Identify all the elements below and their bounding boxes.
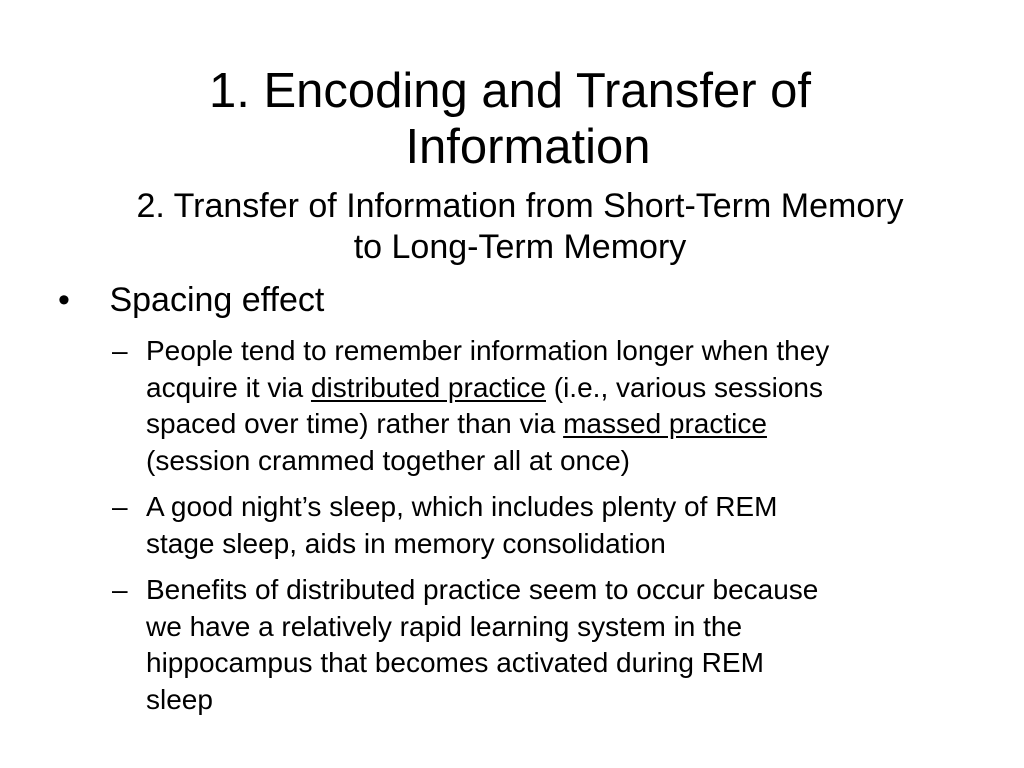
subitem-text: spaced over time) rather than via — [146, 408, 564, 439]
subitem-line — [146, 406, 1002, 443]
slide-subtitle — [40, 186, 1000, 268]
slide-subtitle-line-2: to Long-Term Memory — [353, 228, 687, 266]
massed-practice-term: massed practice — [563, 408, 767, 439]
subitem-line: we have a relatively rapid learning system in the — [146, 610, 743, 642]
subitem-line: hippocampus that becomes activated during REM — [146, 647, 764, 678]
distributed-practice-term: distributed practice — [310, 371, 546, 403]
slide-subtitle-line-1: 2. Transfer of Information from Short-Term Memory — [136, 187, 904, 225]
list-item — [112, 572, 1002, 718]
dash-marker: – — [112, 574, 128, 605]
subitem-line: People tend to remember information longer when they — [146, 335, 830, 366]
subitem-line — [146, 370, 1002, 407]
list-item — [112, 333, 1002, 479]
subitem-line: (session crammed together all at once) — [146, 444, 630, 476]
dash-marker: – — [112, 335, 128, 366]
bullet-marker: • — [58, 281, 70, 319]
bullet-text: Spacing effect — [109, 281, 325, 319]
dash-marker: – — [112, 491, 128, 522]
main-bullet — [58, 280, 324, 320]
subitem-text: acquire it via — [146, 371, 311, 403]
slide-title-line-2: Information — [405, 119, 651, 174]
slide-title-line-1: 1. Encoding and Transfer of — [209, 63, 811, 118]
subitem-list — [112, 333, 1002, 728]
list-item — [112, 489, 1002, 562]
subitem-line: A good night’s sleep, which includes plenty of REM — [146, 491, 778, 522]
subitem-line: Benefits of distributed practice seem to occur because — [146, 574, 819, 605]
subitem-text: (i.e., various sessions — [545, 371, 823, 403]
subitem-line: sleep — [146, 683, 213, 715]
subitem-line: stage sleep, aids in memory consolidation — [146, 527, 666, 559]
slide-title — [120, 63, 900, 175]
